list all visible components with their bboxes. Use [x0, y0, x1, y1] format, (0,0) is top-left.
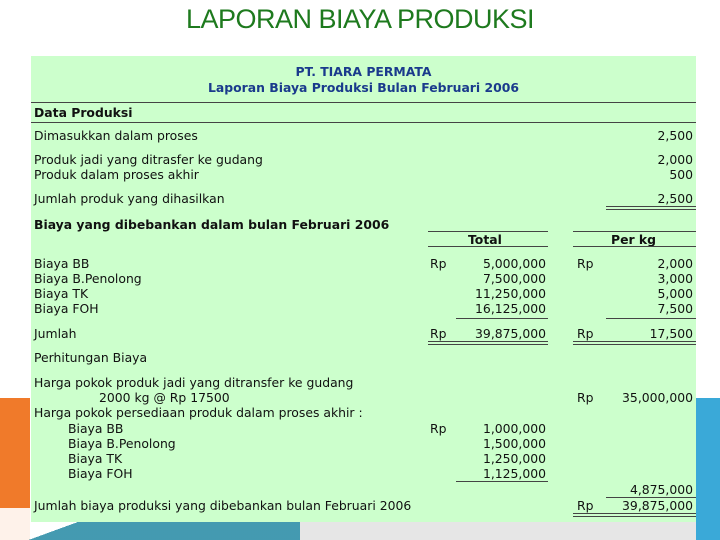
column-rule: [573, 246, 696, 247]
cost-label: Biaya B.Penolong: [34, 271, 142, 286]
sum-rule: [606, 318, 696, 319]
row-value: 2,000: [657, 152, 693, 167]
pdp-total: 4,875,000: [629, 482, 693, 497]
column-rule: [428, 246, 548, 247]
cost-total: 5,000,000: [482, 256, 546, 271]
final-label: Jumlah biaya produksi yang dibebankan bulan Februari 2006: [34, 498, 412, 513]
double-underline: [428, 341, 548, 345]
pdp-item-value: 1,500,000: [482, 436, 546, 451]
slide-title: LAPORAN BIAYA PRODUKSI: [185, 4, 535, 34]
report-sheet: [31, 56, 696, 522]
sum-perkg: 17,500: [649, 326, 693, 341]
sum-rule: [456, 318, 548, 319]
cost-label: Biaya TK: [34, 286, 89, 301]
row-value: 2,500: [657, 191, 693, 206]
cost-perkg: 3,000: [657, 271, 693, 286]
data-produksi-heading: Data Produksi: [34, 105, 133, 120]
header-divider: [31, 102, 696, 103]
cost-total: 7,500,000: [482, 271, 546, 286]
double-underline: [573, 513, 696, 517]
section-divider: [31, 122, 696, 123]
company-name: PT. TIARA PERMATA: [295, 64, 432, 79]
blue-corner-decoration: [696, 398, 720, 540]
row-value: 2,500: [657, 128, 693, 143]
perhitungan-heading: Perhitungan Biaya: [34, 350, 148, 365]
cost-perkg: 5,000: [657, 286, 693, 301]
double-underline: [606, 206, 696, 210]
gray-bottom-band: [300, 520, 696, 540]
cost-total: 11,250,000: [475, 286, 546, 301]
hpp-line2: 2000 kg @ Rp 17500: [99, 390, 230, 405]
pdp-item-value: 1,250,000: [482, 451, 546, 466]
currency-label: Rp: [577, 390, 594, 405]
pdp-item-label: Biaya BB: [68, 421, 124, 436]
row-label: Produk dalam proses akhir: [34, 167, 199, 182]
cost-label: Biaya FOH: [34, 301, 99, 316]
cost-perkg: 7,500: [657, 301, 693, 316]
pdp-item-label: Biaya B.Penolong: [68, 436, 176, 451]
final-value: 39,875,000: [622, 498, 693, 513]
pdp-label: Harga pokok persediaan produk dalam proses akhir :: [34, 405, 363, 420]
sum-rule: [456, 481, 548, 482]
currency-label: Rp: [430, 326, 447, 341]
currency-label: Rp: [430, 256, 447, 271]
pdp-item-label: Biaya FOH: [68, 466, 133, 481]
row-label: Jumlah produk yang dihasilkan: [34, 191, 225, 206]
col-perkg-header: Per kg: [611, 232, 657, 247]
pdp-item-value: 1,000,000: [482, 421, 546, 436]
row-label: Produk jadi yang ditrasfer ke gudang: [34, 152, 263, 167]
hpp-value: 35,000,000: [622, 390, 693, 405]
sum-label: Jumlah: [34, 326, 77, 341]
currency-label: Rp: [430, 421, 447, 436]
row-value: 500: [669, 167, 693, 182]
cost-label: Biaya BB: [34, 256, 90, 271]
pdp-item-value: 1,125,000: [482, 466, 546, 481]
sum-total: 39,875,000: [475, 326, 546, 341]
cost-perkg: 2,000: [657, 256, 693, 271]
report-subtitle: Laporan Biaya Produksi Bulan Februari 2006: [208, 80, 519, 95]
double-underline: [573, 341, 696, 345]
currency-label: Rp: [577, 498, 594, 513]
currency-label: Rp: [577, 326, 594, 341]
currency-label: Rp: [577, 256, 594, 271]
hpp-line1: Harga pokok produk jadi yang ditransfer ke gudang: [34, 375, 354, 390]
biaya-heading: Biaya yang dibebankan dalam bulan Februari 2006: [34, 217, 390, 232]
row-label: Dimasukkan dalam proses: [34, 128, 198, 143]
col-total-header: Total: [468, 232, 502, 247]
cost-total: 16,125,000: [475, 301, 546, 316]
pdp-item-label: Biaya TK: [68, 451, 123, 466]
